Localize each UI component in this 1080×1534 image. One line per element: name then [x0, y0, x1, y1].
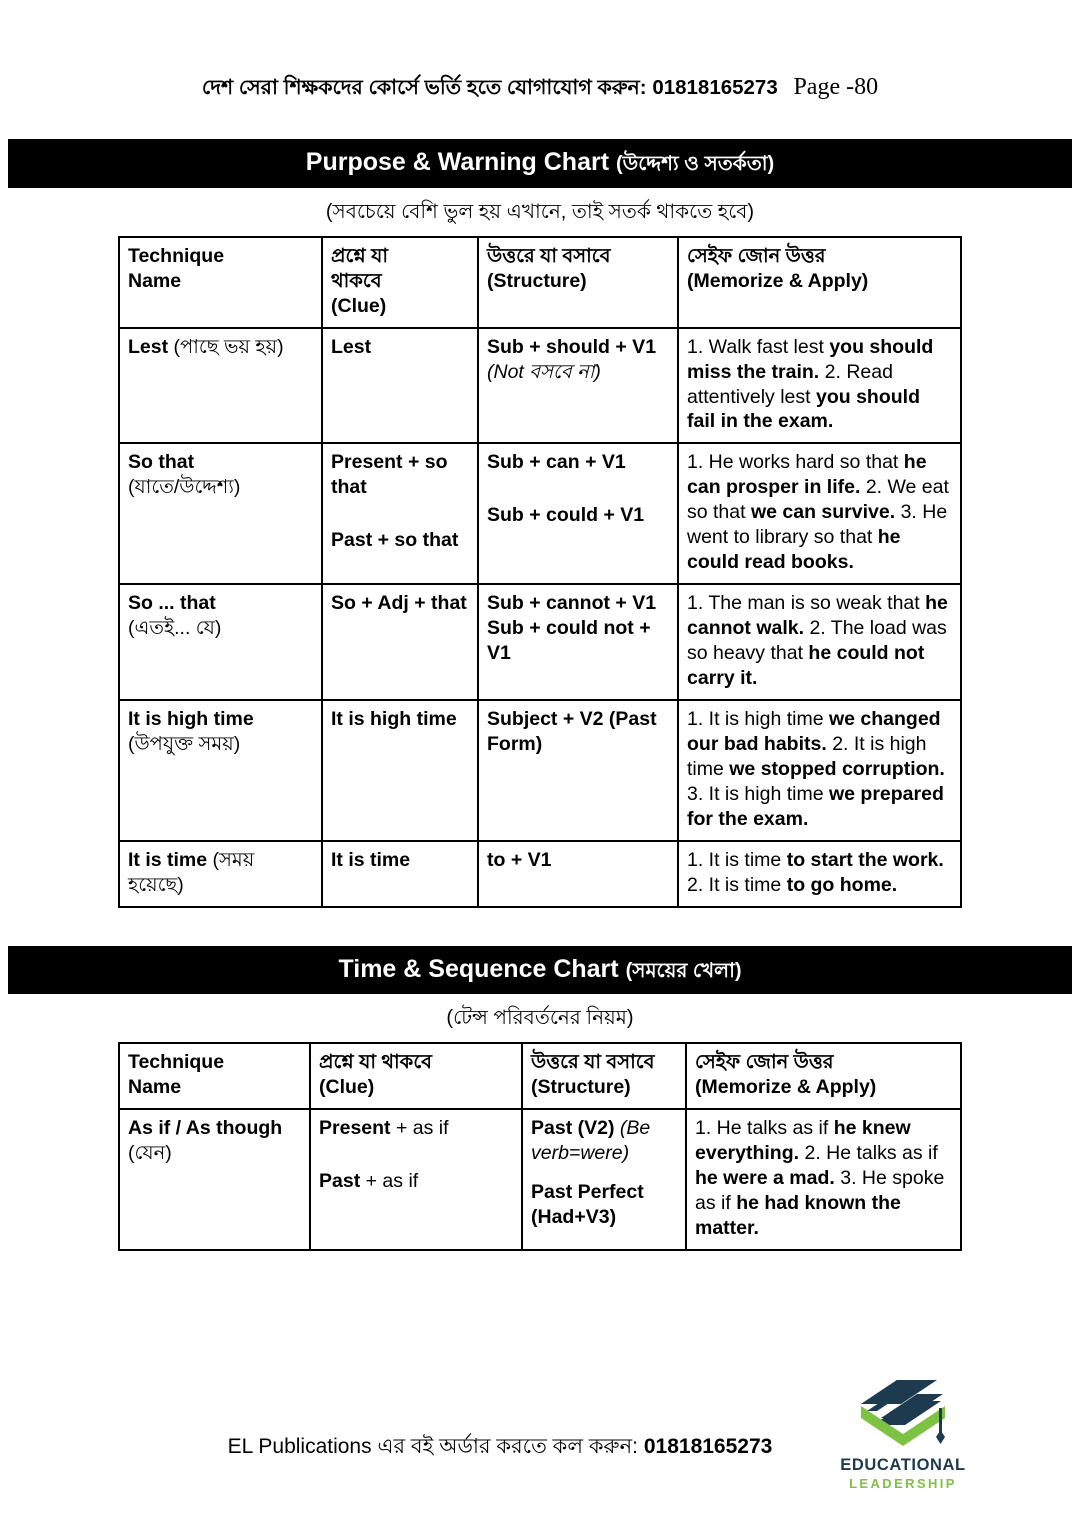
row-it-is-high-time-examples: 1. It is high time we changed our bad habits. 2. It is high time we stopped corruption. 3. It is high time we prepared for the exam.	[678, 700, 961, 841]
table2-header-row	[119, 1043, 961, 1109]
table-row	[119, 700, 961, 841]
banner2-title-en: Time & Sequence Chart	[338, 954, 619, 983]
banner1-title-bn: (উদ্দেশ্য ও সতর্কতা)	[616, 153, 775, 175]
table1-col-technique-name: Technique Name	[119, 237, 322, 328]
table1-col-memorize-apply: সেইফ জোন উত্তর (Memorize & Apply)	[678, 237, 961, 328]
table2-col-memorize-apply: সেইফ জোন উত্তর (Memorize & Apply)	[686, 1043, 961, 1109]
table2-col-technique-name: Technique Name	[119, 1043, 310, 1109]
purpose-warning-table	[118, 236, 962, 908]
row-so-that-name: So that (যাতে/উদ্দেশ্য)	[119, 443, 322, 584]
graduation-cap-icon	[838, 1378, 968, 1455]
table1-header-row	[119, 237, 961, 328]
banner2-title-bn: (সময়ের খেলা)	[625, 959, 742, 982]
row-so-that-examples: 1. He works hard so that he can prosper in life. 2. We eat so that we can survive. 3. He went to library so that he could read books.	[678, 443, 961, 584]
time-sequence-table	[118, 1042, 962, 1251]
banner1-title-en: Purpose & Warning Chart	[305, 148, 610, 176]
header-phone-number: 01818165273	[652, 76, 778, 99]
row-as-if-structure: Past (V2) (Be verb=were) Past Perfect (Had+V3)	[522, 1109, 686, 1250]
row-so-that-adj-clue: So + Adj + that	[322, 584, 478, 700]
row-as-if-name: As if / As though (যেন)	[119, 1109, 310, 1250]
table-row	[119, 841, 961, 907]
logo-secondary-text: LEADERSHIP	[849, 1476, 957, 1491]
row-lest-structure: Sub + should + V1 (Not বসবে না)	[478, 328, 678, 444]
row-it-is-high-time-name: It is high time (উপযুক্ত সময়)	[119, 700, 322, 841]
table2-col-clue: প্রশ্নে যা থাকবে (Clue)	[310, 1043, 522, 1109]
row-it-is-high-time-clue: It is high time	[322, 700, 478, 841]
table-row	[119, 443, 961, 584]
row-as-if-examples: 1. He talks as if he knew everything. 2. He talks as if he were a mad. 3. He spoke as if he had known the matter.	[686, 1109, 961, 1250]
page-footer	[0, 1378, 1080, 1498]
row-so-that-adj-structure: Sub + cannot + V1 Sub + could not + V1	[478, 584, 678, 700]
purpose-warning-chart-banner	[8, 139, 1072, 188]
page-header	[0, 0, 1080, 106]
row-it-is-time-clue: It is time	[322, 841, 478, 907]
table1-col-structure: উত্তরে যা বসাবে (Structure)	[478, 237, 678, 328]
row-it-is-high-time-structure: Subject + V2 (Past Form)	[478, 700, 678, 841]
row-as-if-clue: Present + as if Past + as if	[310, 1109, 522, 1250]
row-so-that-adj-name: So ... that (এতই... যে)	[119, 584, 322, 700]
row-so-that-structure: Sub + can + V1 Sub + could + V1	[478, 443, 678, 584]
table-row	[119, 1109, 961, 1250]
table-row	[119, 584, 961, 700]
time-sequence-chart-banner	[8, 946, 1072, 995]
logo-primary-text: EDUCATIONAL	[840, 1456, 966, 1474]
table-row	[119, 328, 961, 444]
row-so-that-adj-examples: 1. The man is so weak that he cannot walk. 2. The load was so heavy that he could not carry it.	[678, 584, 961, 700]
row-lest-name: Lest (পাছে ভয় হয়)	[119, 328, 322, 444]
section1-subtitle: (সবচেয়ে বেশি ভুল হয় এখানে, তাই সতর্ক থাকতে হবে)	[325, 200, 755, 223]
row-lest-clue: Lest	[322, 328, 478, 444]
footer-publisher-name: EL Publications	[227, 1435, 372, 1458]
footer-phone-number: 01818165273	[643, 1435, 773, 1458]
footer-bangla-text: এর বই অর্ডার করতে কল করুন:	[377, 1435, 639, 1458]
section2-subtitle: (টেন্স পরিবর্তনের নিয়ম)	[446, 1007, 634, 1030]
row-it-is-time-structure: to + V1	[478, 841, 678, 907]
row-it-is-time-examples: 1. It is time to start the work. 2. It is time to go home.	[678, 841, 961, 907]
table2-col-structure: উত্তরে যা বসাবে (Structure)	[522, 1043, 686, 1109]
page-number: Page -80	[793, 74, 879, 100]
header-bangla-text: দেশ সেরা শিক্ষকদের কোর্সে ভর্তি হতে যোগাযোগ করুন:	[201, 76, 647, 99]
row-lest-examples: 1. Walk fast lest you should miss the train. 2. Read attentively lest you should fail in the exam.	[678, 328, 961, 444]
table1-col-clue: প্রশ্নে যা থাকবে (Clue)	[322, 237, 478, 328]
row-it-is-time-name: It is time (সময় হয়েছে)	[119, 841, 322, 907]
row-so-that-clue: Present + so that Past + so that	[322, 443, 478, 584]
educational-leadership-logo	[838, 1378, 968, 1491]
